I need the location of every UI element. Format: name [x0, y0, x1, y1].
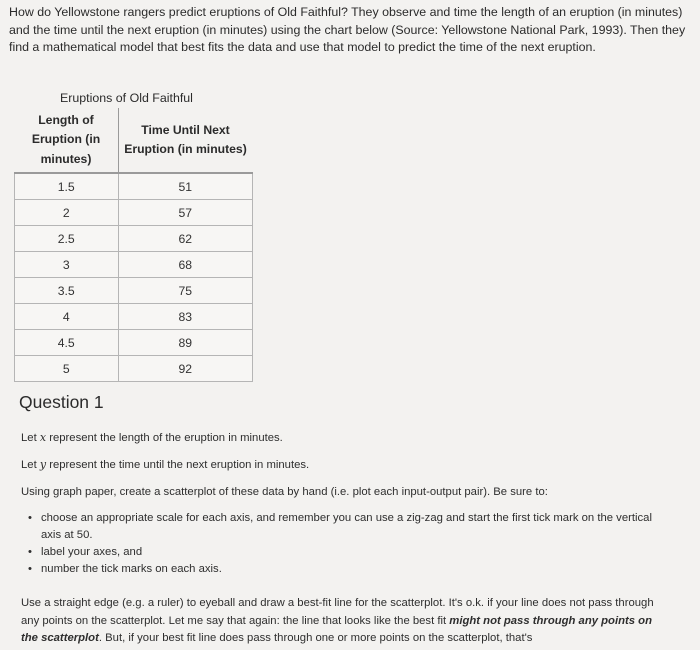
table-caption: Eruptions of Old Faithful: [60, 91, 193, 105]
final-text-end: . But, if your best fit line does pass through one or more points on the scatterplot, that's: [98, 632, 533, 645]
table-row: [15, 252, 253, 278]
question-title: Question 1: [19, 392, 104, 412]
cell-length: 5: [15, 356, 119, 382]
table-row: [15, 200, 253, 226]
table-row: [15, 330, 253, 356]
best-fit-paragraph: [21, 595, 671, 648]
cell-length: 3.5: [15, 278, 119, 304]
x-variable: x: [39, 431, 47, 444]
cell-time: 51: [118, 173, 253, 200]
let-x-prefix: Let: [21, 432, 40, 444]
table-row: [15, 226, 253, 252]
final-text-start: Use a straight edge (e.g. a ruler) to eyeball and draw a best-fit line for the scatterplot. It's o.k. if your line does not pass through any points on the scatterplot. Let me say that again: the line that looks like the best fit: [21, 597, 654, 627]
table-row: [15, 173, 253, 200]
list-item: • label your axes, and: [25, 544, 675, 561]
y-variable: y: [39, 458, 47, 471]
eruptions-table: [14, 108, 253, 382]
let-y-prefix: Let: [21, 459, 40, 471]
list-item: • number the tick marks on each axis.: [25, 561, 675, 578]
let-x-line: [21, 431, 283, 444]
requirements-list: [25, 510, 675, 578]
cell-time: 89: [118, 330, 253, 356]
header-time-until-next: Time Until Next Eruption (in minutes): [118, 108, 253, 173]
let-y-line: [21, 458, 309, 471]
let-x-text: represent the length of the eruption in minutes.: [46, 432, 283, 444]
cell-length: 1.5: [15, 173, 119, 200]
cell-length: 4: [15, 304, 119, 330]
cell-time: 92: [118, 356, 253, 382]
cell-time: 75: [118, 278, 253, 304]
instruction-text: Using graph paper, create a scatterplot of these data by hand (i.e. plot each input-output pair). Be sure to:: [21, 486, 548, 498]
intro-paragraph: How do Yellowstone rangers predict eruptions of Old Faithful? They observe and time the length of an eruption (in minutes) and the time until the next eruption (in minutes) using the chart below (Source: Yellowstone National Park, 1993). Then they find a mathematical model that best fits the data and use that model to predict the time of the next eruption.: [9, 5, 686, 54]
table-row: [15, 304, 253, 330]
cell-time: 57: [118, 200, 253, 226]
table-row: [15, 278, 253, 304]
cell-length: 2.5: [15, 226, 119, 252]
cell-length: 3: [15, 252, 119, 278]
cell-length: 4.5: [15, 330, 119, 356]
header-eruption-length: Length of Eruption (in minutes): [15, 108, 119, 173]
cell-time: 83: [118, 304, 253, 330]
final-emphasis: might not pass through any points on the scatterplot: [21, 614, 652, 645]
list-item: • choose an appropriate scale for each axis, and remember you can use a zig-zag and start the first tick mark on the vertical axis at 50.: [25, 510, 675, 544]
cell-length: 2: [15, 200, 119, 226]
let-y-text: represent the time until the next eruption in minutes.: [46, 459, 310, 471]
cell-time: 68: [118, 252, 253, 278]
table-row: [15, 356, 253, 382]
cell-time: 62: [118, 226, 253, 252]
